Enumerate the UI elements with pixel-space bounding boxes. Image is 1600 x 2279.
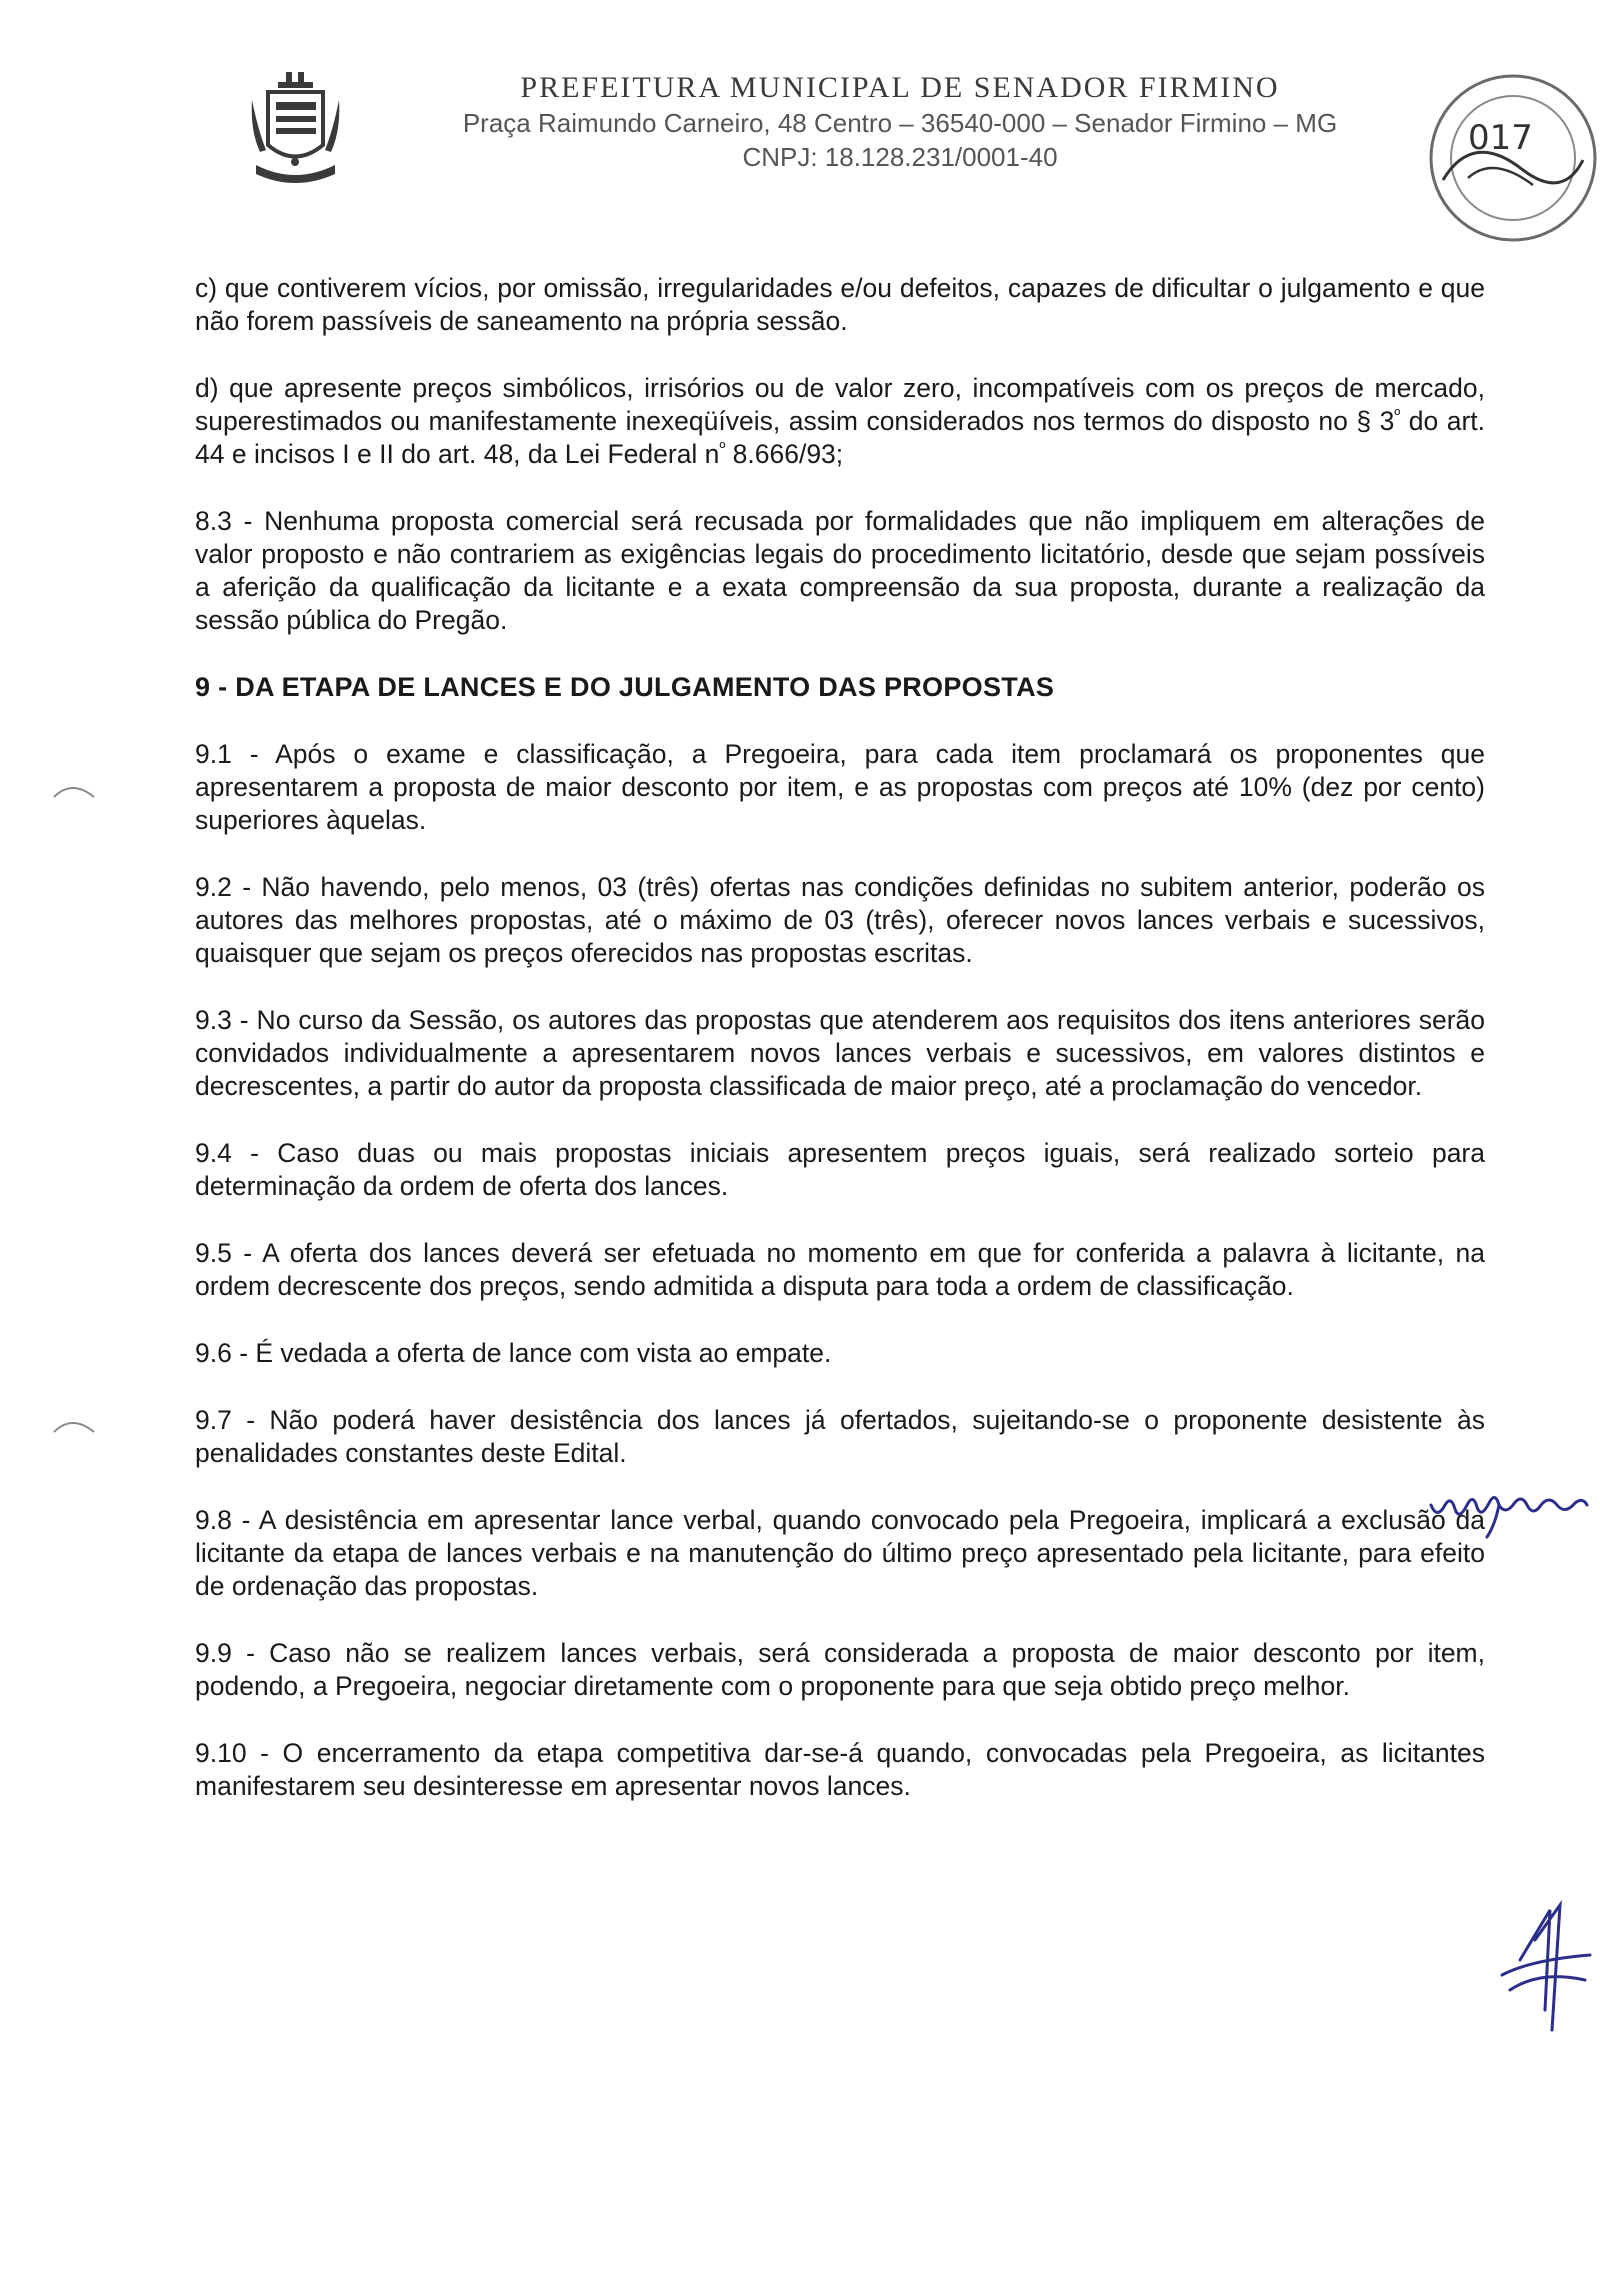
punch-hole-mark-icon bbox=[50, 1410, 100, 1440]
rubric-signature-icon bbox=[1490, 1900, 1600, 2040]
letterhead bbox=[0, 0, 1600, 240]
paragraph-9-4: 9.4 - Caso duas ou mais propostas iniciais apresentem preços iguais, será realizado sorteio para determinação da ordem de oferta dos lances. bbox=[195, 1138, 1485, 1201]
item-d-text-1: d) que apresente preços simbólicos, irrisórios ou de valor zero, incompatíveis com os preços de mercado, superestimados ou manifestamente inexeqüíveis, assim considerados nos termos do disposto no § 3 bbox=[195, 373, 1485, 436]
organization-address: Praça Raimundo Carneiro, 48 Centro – 36540-000 – Senador Firmino – MG bbox=[462, 108, 1338, 138]
item-d-text-2: do art. 44 e incisos I e II do art. 48, da Lei Federal n bbox=[195, 406, 1485, 469]
punch-hole-mark-icon bbox=[50, 775, 100, 805]
initials-signature-icon bbox=[1425, 1475, 1595, 1545]
paragraph-9-2: 9.2 - Não havendo, pelo menos, 03 (três) ofertas nas condições definidas no subitem anterior, poderão os autores das melhores propostas, até o máximo de 03 (três), oferecer novos lances verbais e sucessivos, quaisquer que sejam os preços oferecidos nas propostas escritas. bbox=[195, 872, 1485, 968]
paragraph-9-9: 9.9 - Caso não se realizem lances verbais, será considerada a proposta de maior desconto por item, podendo, a Pregoeira, negociar diretamente com o proponente para que seja obtido preço melhor. bbox=[195, 1638, 1485, 1701]
paragraph-9-3: 9.3 - No curso da Sessão, os autores das propostas que atenderem aos requisitos dos itens anteriores serão convidados individualmente a apresentarem novos lances verbais e sucessivos, em valores distintos e decrescentes, a partir do autor da proposta classificada de maior preço, até a proclamação do vencedor. bbox=[195, 1005, 1485, 1101]
paragraph-item-d bbox=[195, 372, 1485, 471]
page-number: 017 bbox=[1468, 118, 1533, 158]
paragraph-9-5: 9.5 - A oferta dos lances deverá ser efetuada no momento em que for conferida a palavra à licitante, na ordem decrescente dos preços, sendo admitida a disputa para toda a ordem de classificação. bbox=[195, 1238, 1485, 1301]
paragraph-9-8: 9.8 - A desistência em apresentar lance verbal, quando convocado pela Pregoeira, implicará a exclusão da licitante da etapa de lances verbais e na manutenção do último preço apresentado pela licitante, para efeito de ordenação das propostas. bbox=[195, 1505, 1485, 1601]
paragraph-8-3: 8.3 - Nenhuma proposta comercial será recusada por formalidades que não impliquem em alterações de valor proposto e não contrariem as exigências legais do procedimento licitatório, desde que sejam possíveis a aferição da qualificação da licitante e a exata compreensão da sua proposta, durante a realização da sessão pública do Pregão. bbox=[195, 506, 1485, 635]
paragraph-9-7: 9.7 - Não poderá haver desistência dos lances já ofertados, sujeitando-se o proponente desistente às penalidades constantes deste Edital. bbox=[195, 1405, 1485, 1468]
item-d-text-3: 8.666/93; bbox=[725, 439, 844, 469]
municipal-crest-icon bbox=[248, 70, 343, 195]
organization-cnpj: CNPJ: 18.128.231/0001-40 bbox=[742, 142, 1058, 172]
item-d-superscript-1: º bbox=[1394, 407, 1401, 425]
document-body bbox=[195, 272, 1485, 1803]
paragraph-9-1: 9.1 - Após o exame e classificação, a Pregoeira, para cada item proclamará os proponentes que apresentarem a proposta de maior desconto por item, e as propostas com preços até 10% (dez por cento) superiores àquelas. bbox=[195, 739, 1485, 835]
paragraph-item-c: c) que contiverem vícios, por omissão, irregularidades e/ou defeitos, capazes de dificultar o julgamento e que não forem passíveis de saneamento na própria sessão. bbox=[195, 273, 1485, 336]
section-heading-9: 9 - DA ETAPA DE LANCES E DO JULGAMENTO DAS PROPOSTAS bbox=[195, 672, 1055, 702]
paragraph-9-10: 9.10 - O encerramento da etapa competitiva dar-se-á quando, convocadas pela Pregoeira, as licitantes manifestarem seu desinteresse em apresentar novos lances. bbox=[195, 1738, 1485, 1801]
organization-name: PREFEITURA MUNICIPAL DE SENADOR FIRMINO bbox=[520, 71, 1280, 104]
paragraph-9-6: 9.6 - É vedada a oferta de lance com vista ao empate. bbox=[195, 1338, 832, 1368]
item-d-superscript-2: º bbox=[719, 440, 726, 458]
